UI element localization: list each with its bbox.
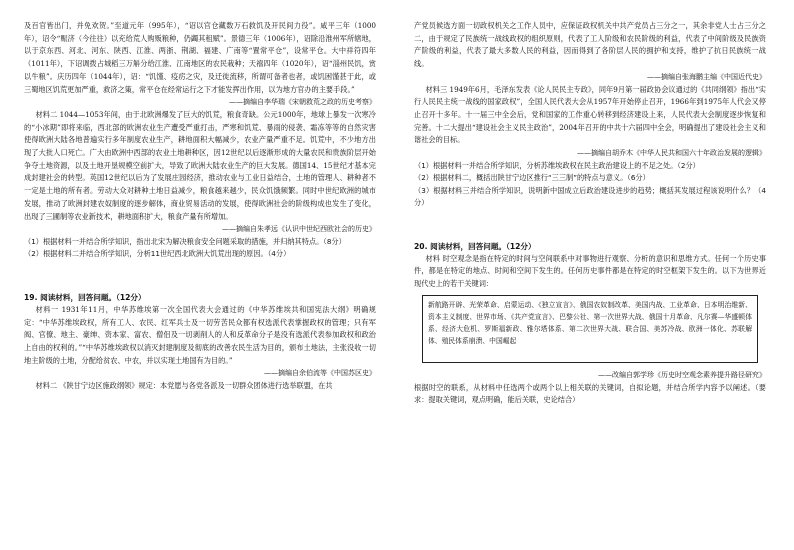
question-heading: 19. 阅读材料，回答问题。（12分） xyxy=(24,292,146,302)
question-item: （3）根据材料三并结合所学知识，说明新中国成立后政治建设进步的趋势；概括其发展过程该说明什么？（4分） xyxy=(414,185,766,208)
material-text: 及百官皆出门，并免欢贺。”至道元年（995年），“诏以官仓藏数万石救饥及开民间力役”。咸平三年（1000年），诏令“赈济（今往往）以充给荒人购贩粮种，仍蠲其租赋”。景德三年（1006年），诏除沿淮州军所辖地，以于京东西、河北、河东、陕西、江淮、两浙、荆湖、福建、广南等“置常平仓”，设常平仓。大中祥符四年（1011年），下诏调拨占城稻三万斛分给江淮、江南地区的农民栽种；天禧四年（1020年），诏“淄州民饥，赏以牛粮”。庆历四年（1044年），诏：“饥馑、疫疠之灾，及迁徙流移，所谓可备者也者，或饥困馑甚于此，或三蜀地区饥荒更加严重，救济之策，常平仓在经常运行之下才能发挥出作用，以为地方官办的主要手段。” xyxy=(24,21,376,94)
question-item: （1）根据材料一并结合所学知识，指出北宋为解决粮食安全问题采取的措施，并归纳其特点。（8分） xyxy=(24,236,346,246)
question-heading: 20. 阅读材料，回答问题。（12分） xyxy=(414,241,536,251)
material-text: 材料二 1044—1053年间，由于北欧洲爆发了巨大的饥荒，粮食奇缺。公元1000年，地球上暴发一次寒冷的“小冰期”即将来临，西北部的欧洲农业生产遭受严重打击，严寒和饥荒、暴雨的侵袭、霜冻等等的自然灾害使得欧洲大陆各地普遍实行多年制度农业生产，耕地面积大幅减少，农业产量严重不足。饥荒中，不少地方出现了大批人口死亡。广大由欧洲中西部的农业土地耕种区，因12世纪以后逐渐形成的大量农民和贵族阶层开始争夺土地资源，以及土地开垦规模空前扩大，导致了欧洲大陆农业生产的巨大发展。德国14、15世纪才基本完成封建社会的转型。英国12世纪以后为了发展庄园经济，推动农业与工业日益结合，土地的管理人、耕种者不一定是土地的所有者。劳动大众对耕种土地日益减少，粮食越来越少，民众饥饿频繁。同时中世纪欧洲的城市发展，推动了欧洲封建农奴制度的逐步解体，商业贸易活动的发展，使得欧洲社会的阶级构成也发生了变化，出现了三圃制等农业新技术，耕地面积扩大，粮食产量有所增加。 xyxy=(24,109,376,221)
material-source: ——摘编自余伯流等《中国苏区史》 xyxy=(264,369,376,378)
keyword-box xyxy=(422,295,758,363)
material-text: 材料 时空观念是指在特定的时间与空间联系中对事物进行观察、分析的意识和思维方式。任何一个历史事件，都是在特定的地点、时间和空间下发生的。任何历史事件都是在特定的时空框架下发生的。以下为世界近现代史上的若干关键词： xyxy=(414,253,766,289)
question-item: （1）根据材料一并结合所学知识，分析苏维埃政权在民主政治建设上的不足之处。（2分） xyxy=(414,160,700,170)
keyword-list: 新航路开辟、光荣革命、启蒙运动、《独立宣言》、俄国农奴制改革、美国内战、工业革命、日本明治维新、资本主义制度、世界市场、《共产党宣言》、巴黎公社、第一次世界大战、俄国十月革命、凡尔赛—华盛顿体系、经济大危机、罗斯福新政、雅尔塔体系、第二次世界大战、联合国、美苏冷战、欧洲一体化、苏联解体、殖民体系崩溃、中国崛起 xyxy=(428,300,752,346)
right-column xyxy=(414,20,766,407)
material-source: ——摘编自李华瑞《宋朝救荒之政的历史考察》 xyxy=(229,98,376,107)
question-instructions: 根据时空的联系，从材料中任选两个或两个以上相关联的关键词，自拟论题，并结合所学内容予以阐述。（要求：提取关键词，观点明确，能后关联，史论结合） xyxy=(414,382,766,405)
material-text: 材料三 1949年6月，毛泽东发表《论人民民主专政》，同年9月第一届政协会议通过的《共同纲领》指出“实行人民民主统一战线的国家政权”，全国人民代表大会从1957年开始停止召开，1966年到1975年人代会又停止召开十多年。十一届三中全会后，党和国家的工作重心转移到经济建设上来，人民代表大会制度逐步恢复和完善。十二大提出“建设社会主义民主政治”，2004年召开的中共十六届四中全会，明确提出了建设社会主义和谐社会的目标。 xyxy=(414,84,766,145)
question-item: （2）根据材料二，概括出陕甘宁边区推行“三三制”的特点与意义。（6分） xyxy=(414,173,650,183)
material-text: 材料一 1931年11月，中华苏维埃第一次全国代表大会通过的《中华苏维埃共和国宪法大纲》明确规定：“中华苏维埃政权，所有工人、农民、红军兵士及一切劳苦民众都有权选派代表掌握政权的管理；只有军阀、官僚、地主、豪绅、资本家、富农、僧侣及一切剥削人的人和反革命分子是没有选派代表参加政权和政治上自由的权利的。”“中华苏维埃政权以消灭封建制度及彻底的改善农民生活为目的，颁布土地法，主张没收一切地主阶级的土地，分配给贫农、中农，并以实现土地国有为目的。” xyxy=(24,304,376,365)
material-source: ——改编自郭学珍《历史时空观念素养提升路径研究》 xyxy=(598,370,766,379)
material-text: 材料二 《陕甘宁边区施政纲领》规定：本党愿与各党各派及一切群众团体进行选举联盟，在共 xyxy=(35,381,333,391)
material-source: ——摘编自张海鹏主编《中国近代史》 xyxy=(647,72,766,81)
material-text: 产党员候选方面一切政权机关之工作人员中，应保证政权机关中共产党员占三分之一，其余非党人士占三分之二，由于规定了民族统一战线政权的组织原则，代表了工人阶级和农民阶级的利益，代表了中间阶级及民族资产阶级的利益，代表了最大多数人民的利益，因而得到了各阶层人民的拥护和支持，维护了抗日民族统一战线。 xyxy=(414,21,766,69)
left-column xyxy=(24,20,376,393)
material-source: ——摘编自朱孝远《认识中世纪西欧社会的历史》 xyxy=(222,225,376,234)
material-source: ——摘编自胡乔木《中华人民共和国六十年政治发展的逻辑》 xyxy=(577,149,766,158)
question-item: （2）根据材料二并结合所学知识，分析11世纪西北欧洲大饥荒出现的原因。（4分） xyxy=(24,249,291,259)
